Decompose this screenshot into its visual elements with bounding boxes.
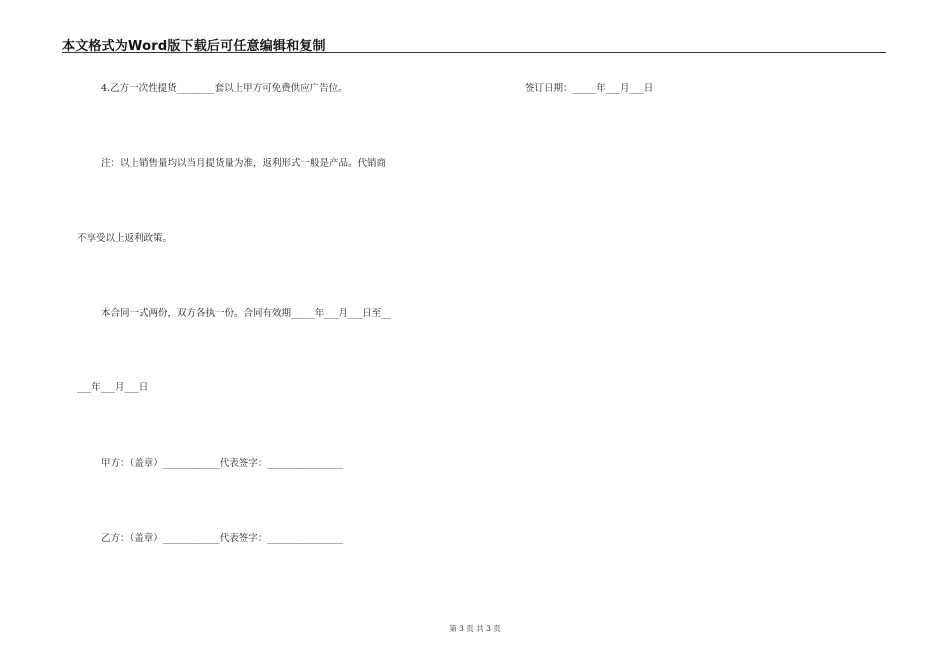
party-b-signature: 乙方：（盖章）____________代表签字：________________ <box>101 533 344 544</box>
note-line-1: 注：以上销售量均以当月提货量为准，返利形式一般是产品。代销商 <box>101 158 387 169</box>
header-divider <box>62 52 886 53</box>
page-number-footer: 第 3 页 共 3 页 <box>449 624 501 633</box>
party-a-signature: 甲方：（盖章）____________代表签字：________________ <box>101 458 344 469</box>
validity-line-2: ___年___月___日 <box>77 382 149 393</box>
clause-item-4: 4.乙方一次性提货________套以上甲方可免费供应广告位。 <box>101 83 348 94</box>
document-header-title: 本文格式为Word版下载后可任意编辑和复制 <box>62 39 326 54</box>
validity-line-1: 本合同一式两份，双方各执一份。合同有效期_____年___月___日至__ <box>101 308 391 319</box>
note-line-2: 不享受以上返利政策。 <box>77 233 173 244</box>
signing-date: 签订日期：_____年___月___日 <box>525 83 654 94</box>
